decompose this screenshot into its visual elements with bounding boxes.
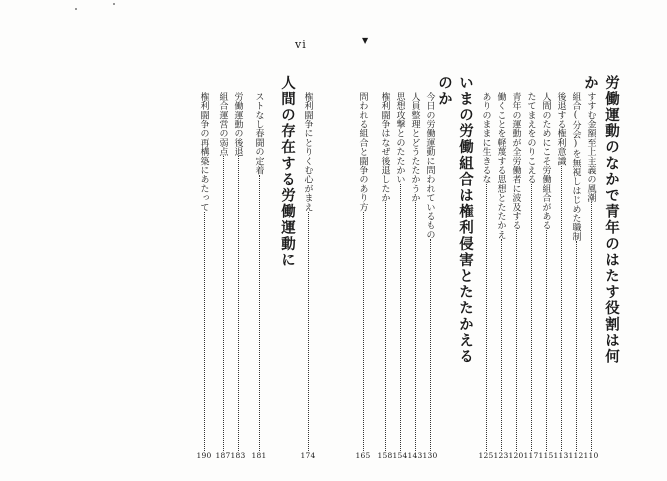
entry-title: 人員整理とどうたたかうか: [409, 92, 420, 203]
scan-speck: [113, 3, 115, 5]
entry-title: 権利闘争はなぜ後退したか: [379, 92, 390, 203]
toc-entry: [583, 92, 599, 460]
page-number: 187: [215, 451, 231, 460]
dot-leader: [591, 202, 592, 451]
dot-leader: [238, 156, 239, 451]
scan-speck: [75, 8, 77, 10]
toc-entry: [251, 92, 267, 460]
entry-title: たてまえをのりこえる: [525, 92, 536, 184]
dot-leader: [430, 239, 431, 451]
entry-title: 問われる組合と闘争のあり方: [357, 92, 368, 212]
page-number: 154: [392, 451, 408, 460]
entry-title: 後退する権利意識: [555, 92, 566, 166]
entry-title: すすむ金額至上主義の風潮: [585, 92, 596, 203]
entry-title: 人間のためにこそ労働組合がある: [540, 92, 551, 230]
page-number: 165: [355, 451, 371, 460]
dot-leader: [259, 175, 260, 451]
page-number: 183: [230, 451, 246, 460]
toc-entry: [230, 92, 246, 460]
page-number: 130: [422, 451, 438, 460]
entry-title: ストなし春闘の定着: [253, 92, 264, 175]
page-folio: vi: [295, 38, 307, 51]
page-number: 117: [523, 451, 539, 460]
entry-title: 働くことを軽蔑する思想とたたかえ: [495, 92, 506, 240]
entry-title: 青年の運動が全労働者に波及する: [510, 92, 521, 230]
dot-leader: [415, 202, 416, 451]
dot-leader: [516, 230, 517, 451]
toc-entry: [407, 92, 423, 460]
page-number: 181: [251, 451, 267, 460]
page-number: 158: [377, 451, 393, 460]
ink-mark: ▼: [362, 36, 369, 45]
toc-entry: [355, 92, 371, 460]
entry-title: 組合運営の弱点: [217, 92, 228, 157]
toc-entry: [478, 92, 494, 460]
dot-leader: [204, 212, 205, 451]
entry-title: 組合(分会)を無視しはじめた職制: [570, 92, 581, 242]
page-number: 110: [583, 451, 599, 460]
entry-title: 権利闘争にとりくむ心がまえ: [302, 92, 313, 212]
toc-entry: [422, 92, 438, 460]
entry-title: 今日の労働運動に問われているもの: [424, 92, 435, 240]
page-number: 115: [538, 451, 554, 460]
dot-leader: [400, 184, 401, 451]
page-number: 123: [493, 451, 509, 460]
page-number: 120: [508, 451, 524, 460]
section-heading: 人間の存在する労働運動に: [279, 75, 296, 269]
page-number: 143: [407, 451, 423, 460]
page-number: 112: [568, 451, 584, 460]
section-heading: いまの労働組合は権利侵害とたたかえるのか: [436, 75, 474, 365]
entry-title: ありのままに生きるな: [480, 92, 491, 184]
toc-entry: [493, 92, 509, 460]
dot-leader: [308, 212, 309, 451]
entry-title: 思想攻撃とのたたかい: [394, 92, 405, 184]
page-number: 113: [553, 451, 569, 460]
toc-entry: [300, 92, 316, 460]
dot-leader: [561, 166, 562, 451]
toc-entry: [392, 92, 408, 460]
entry-title: 権利闘争の再構築にあたって: [198, 92, 209, 212]
dot-leader: [501, 239, 502, 451]
toc-entry: [523, 92, 539, 460]
dot-leader: [223, 156, 224, 451]
page-number: 190: [196, 451, 212, 460]
dot-leader: [363, 212, 364, 451]
dot-leader: [576, 241, 577, 451]
dot-leader: [385, 202, 386, 451]
toc-entry: [538, 92, 554, 460]
dot-leader: [546, 230, 547, 451]
toc-entry: [508, 92, 524, 460]
page-number: 174: [300, 451, 316, 460]
section-heading: 労働運動のなかで青年のはたす役割は何か: [582, 75, 620, 365]
dot-leader: [486, 184, 487, 451]
toc-entry: [568, 92, 584, 460]
toc-entry: [553, 92, 569, 460]
toc-entry: [215, 92, 231, 460]
toc-entry: [377, 92, 393, 460]
page-number: 125: [478, 451, 494, 460]
dot-leader: [531, 184, 532, 451]
entry-title: 労働運動の後退: [232, 92, 243, 157]
toc-entry: [196, 92, 212, 460]
